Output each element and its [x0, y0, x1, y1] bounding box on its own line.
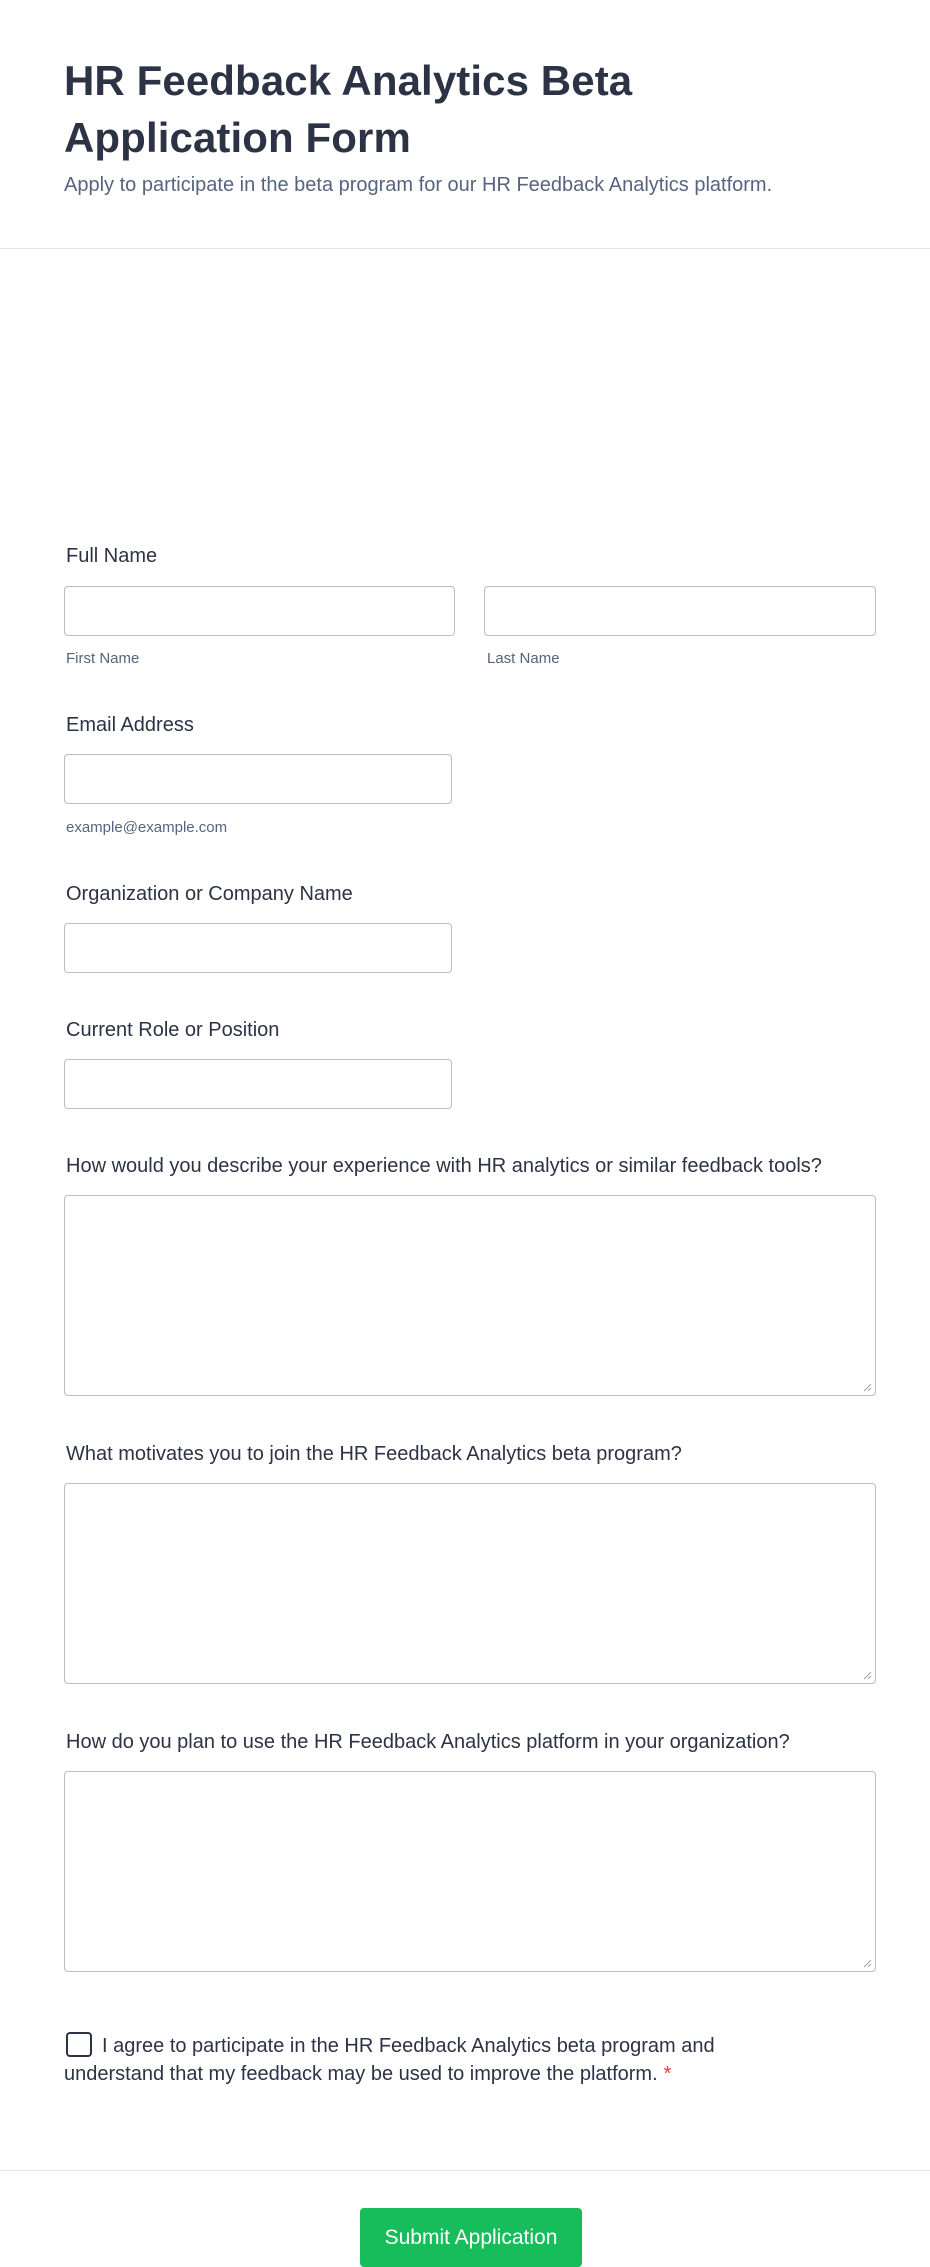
email-sublabel: example@example.com	[66, 819, 228, 836]
email-label: Email Address	[66, 714, 194, 736]
organization-label: Organization or Company Name	[66, 883, 353, 905]
usage-plan-label: How do you plan to use the HR Feedback Analytics platform in your organization?	[66, 1731, 790, 1753]
usage-plan-textarea[interactable]	[64, 1771, 876, 1972]
motivation-label: What motivates you to join the HR Feedback Analytics beta program?	[66, 1443, 682, 1465]
last-name-input[interactable]	[484, 586, 876, 636]
resize-grip-icon[interactable]	[862, 1958, 872, 1968]
resize-grip-icon[interactable]	[862, 1382, 872, 1392]
last-name-sublabel: Last Name	[487, 650, 560, 667]
consent-group	[64, 2032, 784, 2088]
experience-label: How would you describe your experience with HR analytics or similar feedback tools?	[66, 1155, 822, 1177]
email-input[interactable]	[64, 754, 452, 804]
form-header	[0, 0, 930, 249]
motivation-textarea[interactable]	[64, 1483, 876, 1684]
role-input[interactable]	[64, 1059, 452, 1109]
page-title: HR Feedback Analytics Beta Application Form	[64, 57, 633, 161]
footer-divider	[0, 2170, 930, 2171]
consent-text: I agree to participate in the HR Feedback Analytics beta program and understand that my feedback may be used to improve the platform.	[64, 2035, 715, 2085]
resize-grip-icon[interactable]	[862, 1670, 872, 1680]
required-marker: *	[663, 2063, 672, 2085]
full-name-label: Full Name	[66, 545, 158, 567]
first-name-sublabel: First Name	[66, 650, 140, 667]
submit-button[interactable]: Submit Application	[360, 2208, 582, 2267]
page-subtitle: Apply to participate in the beta program for our HR Feedback Analytics platform.	[64, 174, 773, 196]
first-name-input[interactable]	[64, 586, 455, 636]
experience-textarea[interactable]	[64, 1195, 876, 1396]
role-label: Current Role or Position	[66, 1019, 280, 1041]
organization-input[interactable]	[64, 923, 452, 973]
consent-checkbox[interactable]	[66, 2032, 92, 2057]
